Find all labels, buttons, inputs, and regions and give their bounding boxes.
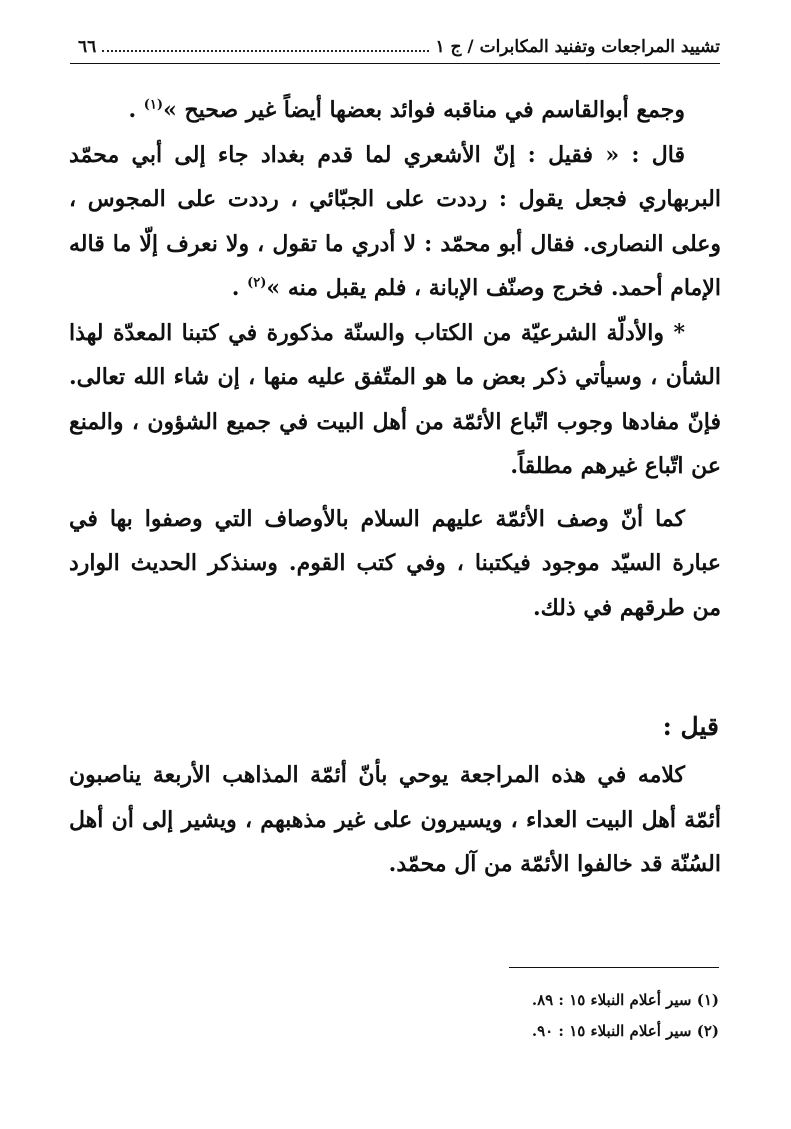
paragraph-3: * والأدلّة الشرعيّة من الكتاب والسنّة مذكورة في كتبنا المعدّة لهذا الشأن ، وسيأتي ذكر بعض ما هو المتّفق عليه منها ، إن شاء الله تعالى. فإنّ مفادها وجوب اتّباع الأئمّة من أهل البيت في جميع الشؤون ، والمنع عن اتّباع غيرهم مطلقاً. xyxy=(69,319,721,479)
section-text xyxy=(69,753,721,887)
footnote-divider xyxy=(509,967,719,968)
paragraph-2 xyxy=(69,133,721,311)
footnote-ref-1: (١) xyxy=(143,97,164,113)
running-header xyxy=(70,30,720,64)
paragraph-1 xyxy=(69,88,721,133)
header-dot-leader xyxy=(102,49,429,52)
footnote-2: (٢) سير أعلام النبلاء ١٥ : ٩٠. xyxy=(531,1022,719,1040)
paragraph-1-end: . xyxy=(128,97,144,123)
main-text xyxy=(69,88,721,630)
paragraph-2-end: . xyxy=(231,275,248,301)
header-title: تشييد المراجعات وتفنيد المكابرات / ج ١ xyxy=(435,37,720,57)
paragraph-1-text: وجمع أبوالقاسم في مناقبه فوائد بعضها أيضاً غير صحيح » xyxy=(163,97,685,123)
section-paragraph: كلامه في هذه المراجعة يوحي بأنّ أئمّة المذاهب الأربعة يناصبون أئمّة أهل البيت العداء ، ويسيرون على غير مذهبهم ، ويشير إلى أن أهل السُنّة قد خالفوا الأئمّة من آل محمّد. xyxy=(69,762,721,877)
footnotes xyxy=(219,985,719,1047)
page-number: ٦٦ xyxy=(78,37,97,57)
footnote-1: (١) سير أعلام النبلاء ١٥ : ٨٩. xyxy=(531,991,719,1009)
footnote-ref-2: (٢) xyxy=(247,275,267,291)
paragraph-2-text: قال : « فقيل : إنّ الأشعري لما قدم بغداد جاء إلى أبي محمّد البربهاري فجعل يقول : رددت على الجبّائي ، رددت على المجوس ، وعلى النصارى. فقال أبو محمّد : لا أدري ما تقول ، ولا نعرف إلّا ما قاله الإمام أحمد. فخرج وصنّف الإبانة ، فلم يقبل منه » xyxy=(69,141,721,301)
section-heading: قيل : xyxy=(662,712,719,741)
paragraph-4: كما أنّ وصف الأئمّة عليهم السلام بالأوصاف التي وصفوا بها في عبارة السيّد موجود فيكتبنا ، وفي كتب القوم. وسنذكر الحديث الوارد من طرقهم في ذلك. xyxy=(69,505,721,621)
